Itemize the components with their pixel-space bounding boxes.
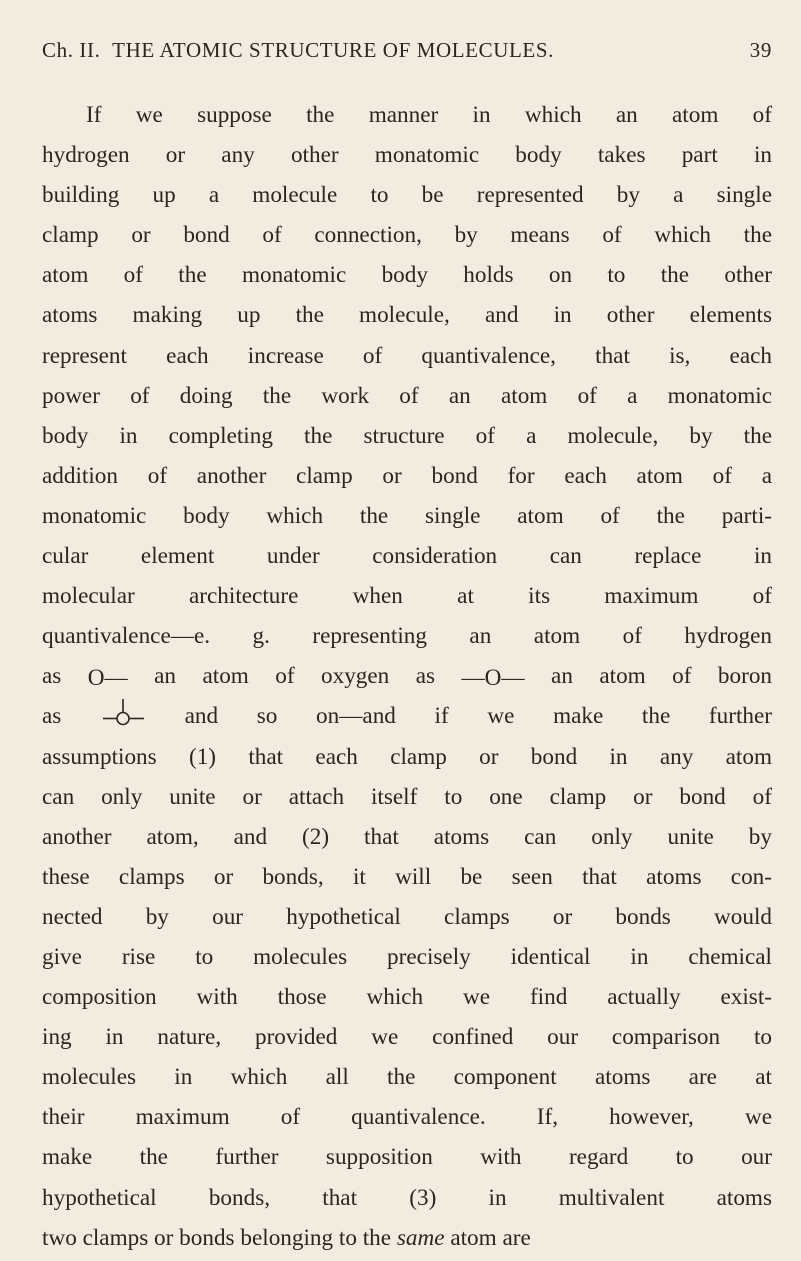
text-line: hypothetical bonds, that (3) in multivalent atoms xyxy=(42,1184,772,1211)
text-line: nected by our hypothetical clamps or bonds would xyxy=(42,903,772,930)
text-line: give rise to molecules precisely identical in chemical xyxy=(42,943,772,970)
running-header xyxy=(42,38,772,68)
text-line: represent each increase of quantivalence, that is, each xyxy=(42,342,772,369)
text-line: clamp or bond of connection, by means of which the xyxy=(42,222,772,249)
text-line: molecular architecture when at its maximum of xyxy=(42,583,772,610)
paragraph xyxy=(42,95,772,1258)
chapter-title: THE ATOMIC STRUCTURE OF MOLECULES. xyxy=(112,38,554,62)
text-line: molecules in which all the component atoms are at xyxy=(42,1064,772,1091)
text-line: body in completing the structure of a molecule, by the xyxy=(42,422,772,449)
text-line: If we suppose the manner in which an atom of xyxy=(86,102,772,128)
text-segment: an atom of oxygen as xyxy=(154,663,436,690)
header-title-block xyxy=(42,38,554,63)
text-segment: an atom of boron xyxy=(551,663,773,690)
text-segment: two clamps or bonds belonging to the xyxy=(42,1224,392,1251)
oxygen-atom-symbol: —O— xyxy=(461,664,525,691)
text-segment: as xyxy=(42,703,62,730)
chapter-label: Ch. II. xyxy=(42,38,101,62)
text-line: cular element under consideration can replace in xyxy=(42,543,772,570)
text-line: make the further supposition with regard to our xyxy=(42,1144,772,1171)
boron-atom-icon xyxy=(100,699,146,729)
text-line: power of doing the work of an atom of a monatomic xyxy=(42,382,772,409)
page-number: 39 xyxy=(749,38,772,62)
text-line: composition with those which we find actually exist- xyxy=(42,984,772,1011)
emphasized-word: same xyxy=(396,1224,445,1251)
text-line: building up a molecule to be represented by a single xyxy=(42,182,772,209)
text-line-with-emphasis xyxy=(42,1218,772,1258)
text-line: another atom, and (2) that atoms can only unite by xyxy=(42,823,772,850)
text-line: monatomic body which the single atom of the parti- xyxy=(42,502,772,529)
text-line: atoms making up the molecule, and in other elements xyxy=(42,302,772,329)
text-line: addition of another clamp or bond for each atom of a xyxy=(42,462,772,489)
text-line-with-symbols xyxy=(42,656,772,696)
text-line: quantivalence—e. g. representing an atom of hydrogen xyxy=(42,623,772,650)
text-segment: and so on—and if we make the further xyxy=(184,703,773,730)
text-line: their maximum of quantivalence. If, however, we xyxy=(42,1104,772,1131)
text-line: atom of the monatomic body holds on to the other xyxy=(42,262,772,289)
text-segment: as xyxy=(42,663,62,690)
text-segment: atom are xyxy=(450,1224,531,1251)
text-line: ing in nature, provided we confined our comparison to xyxy=(42,1024,772,1051)
text-line: can only unite or attach itself to one clamp or bond of xyxy=(42,783,772,810)
hydrogen-atom-symbol: O— xyxy=(87,664,128,691)
text-line: assumptions (1) that each clamp or bond in any atom xyxy=(42,743,772,770)
text-line: these clamps or bonds, it will be seen that atoms con- xyxy=(42,863,772,890)
text-line-with-symbols xyxy=(42,696,772,736)
text-line: hydrogen or any other monatomic body takes part in xyxy=(42,142,772,169)
